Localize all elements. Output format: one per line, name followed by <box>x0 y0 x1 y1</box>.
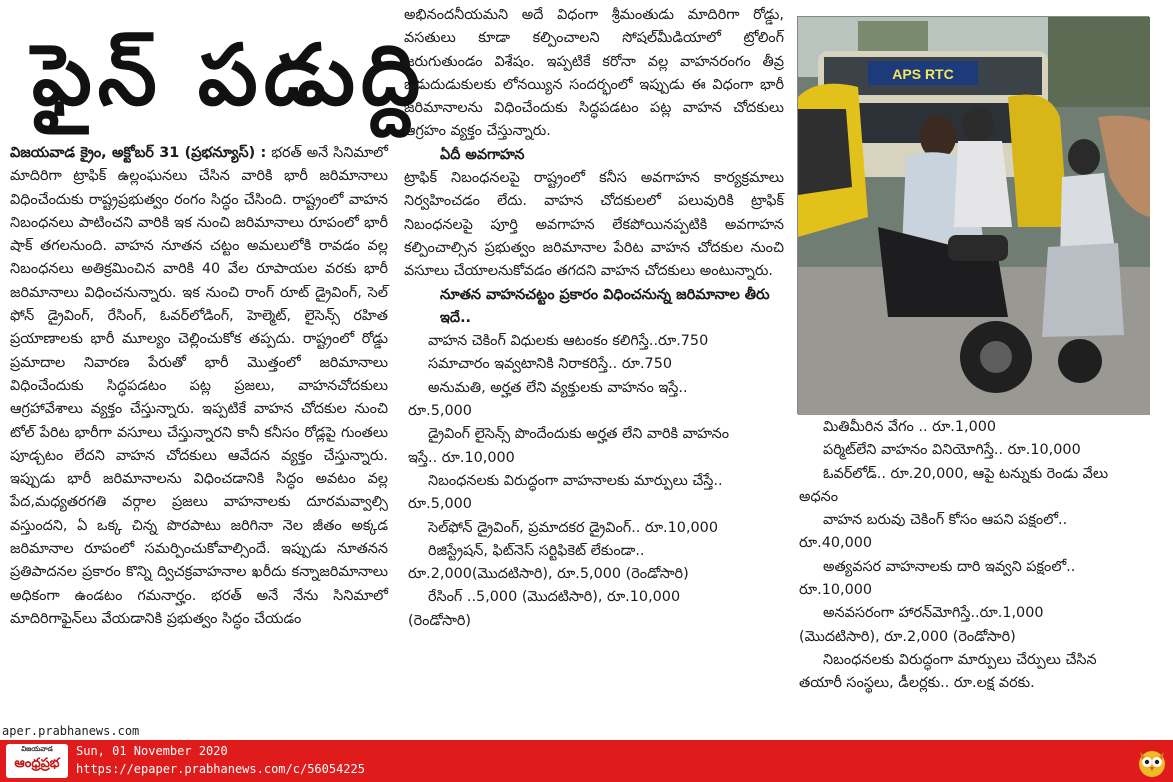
article-column-2 <box>400 0 786 740</box>
fine-line: రూ.40,000 <box>799 535 873 552</box>
subhead-fines: నూతన వాహనచట్టం ప్రకారం విధించనున్న జరిమానాల తీరు ఇదే.. <box>440 286 770 326</box>
fines-list-col3 <box>795 416 1165 696</box>
bus-sign: APS RTC <box>892 66 954 82</box>
article-column-1 <box>6 0 427 740</box>
fine-line: నిబంధనలకు విరుద్ధంగా వాహనాలకు మార్పులు చేస్తే.. <box>428 472 723 489</box>
fine-line: అనుమతి, అర్హత లేని వ్యక్తులకు వాహనం ఇస్తే.. <box>428 379 688 396</box>
fine-line: సెల్‌ఫోన్ డ్రైవింగ్, ప్రమాదకర డ్రైవింగ్.. రూ.10,000 <box>428 519 718 536</box>
fine-line: అనవసరంగా హారన్‌మోగిస్తే..రూ.1,000 <box>823 605 1044 622</box>
fine-line: రూ.5,000 <box>408 403 472 420</box>
logo-city: విజయవాడ <box>21 745 53 753</box>
fine-line: సమాచారం ఇవ్వటానికి నిరాకరిస్తే.. రూ.750 <box>428 356 673 373</box>
fine-line: పర్మిట్‌లేని వాహనం వినియోగిస్తే.. రూ.10,000 <box>823 442 1081 459</box>
publish-date: Sun, 01 November 2020 <box>76 744 228 758</box>
epaper-link[interactable]: https://epaper.prabhanews.com/c/56054225 <box>76 762 365 776</box>
fine-line: నిబంధనలకు విరుద్ధంగా మార్పులు చేర్పులు చేసిన <box>823 651 1097 668</box>
article-body-col1 <box>10 142 388 631</box>
subhead-awareness: ఏదీ అవగాహన <box>440 146 525 163</box>
fine-line: రేసింగ్ ..5,000 (మొదటిసారి), రూ.10,000 <box>428 589 681 606</box>
fine-line: ఓవర్‌లోడ్.. రూ.20,000, ఆపై టన్నుకు రెండు వేలు <box>823 465 1109 482</box>
owl-icon <box>1136 744 1168 778</box>
footer-bar <box>0 724 1173 782</box>
paragraph-social-media: అభినందనీయమని అదే విధంగా శ్రీమంతుడు మాదిరిగా రోడ్డు, వసతులు కూడా కల్పించాలని సోషల్‌మీడియాలో ట్రోలింగ్ జరుగుతుండం విశేషం. ఇప్పటికే కరోనా వల్ల వాహనరంగం తీవ్ర ఒడుదుడుకులకు లోనయ్యిన సందర్భంలో ఇప్పుడు ఈ విధంగా భారీ జరిమానాలను విధించేందుకు సిద్ధపడటం పట్ల వాహన చోదకులు ఆగ్రహం వ్యక్తం చేస్తున్నారు. <box>404 7 784 140</box>
fine-line: రిజిస్ట్రేషన్, ఫిట్‌నెస్ సర్టిఫికెట్ లేకుండా.. <box>428 542 645 559</box>
fine-line: అత్యవసర వాహనాలకు దారి ఇవ్వని పక్షంలో.. <box>823 558 1076 575</box>
logo-title: ఆంధ్రప్రభ <box>14 756 60 771</box>
fine-line: వాహన చెకింగ్ విధులకు ఆటంకం కలిగిస్తే..రూ.750 <box>428 333 709 350</box>
newspaper-logo <box>6 744 68 778</box>
site-strip: aper.prabhanews.com <box>0 722 160 740</box>
column-2-content <box>404 4 784 633</box>
fine-line: (రెండోసారి) <box>408 612 472 629</box>
body-text: భరత్ అనే సినిమాలో మాదిరిగా ట్రాఫిక్ ఉల్లంఘనలు చేసిన వారికి భారీ జరిమానాలు విధించేందుకు రాష్ట్రప్రభుత్వం రంగం సిద్ధం చేసింది. రాష్ట్రంలో వాహన నిబంధనలు పాటించని వారికి ఇక నుంచి జరిమానాలు రూపంలో భారీ షాక్ తగలనుంది. వాహన నూతన చట్టం అమలులోకి రావడం వల్ల నిబంధనలు అతిక్రమించిన వారికి 40 వేల రూపాయల వరకు భారీ జరిమానాలు విధించనున్నారు. ఇక నుంచి రాంగ్ రూట్ డ్రైవింగ్, సెల్ ఫోన్ డ్రైవింగ్, రేసింగ్, ఓవర్‌లోడింగ్, హెల్మెట్, లైసెన్స్ రహిత ప్రయాణాలకు భారీ మూల్యం చెల్లించుకోక తప్పదు. రాష్ట్రంలో రోడ్డు ప్రమాదాల నివారణ పేరుతో భారీ మొత్తంలో జరిమానాలు విధించేందుకు సిద్ధపడటం పట్ల ప్రజలు, వాహనచోదకులు ఆగ్రహావేశాలు వ్యక్తం చేస్తున్నారు. ఇప్పటికే వాహన చోదకుల నుంచి టోల్ పేరిట భారీగా వసూలు చేస్తున్నారని కానీ కనీసం రోడ్లపై గుంతలు పూడ్చటం లేదని వాహన చోదకులు ఆవేదన వ్యక్తం చేస్తున్నారు. ఇప్పుడు భారీ జరిమానాలను విధించడానికి సిద్ధం అవటం వల్ల పేద,మధ్యతరగతి వర్గాల ప్రజలు వాహనాలకు దూరమవ్వాల్సి వస్తుందని, ఏ ఒక్క చిన్న పొరపాటు జరిగినా నెల జీతం అక్కడ జరిమానాల రూపంలో సమర్పించుకోవాల్సిందే. ఇప్పుడు నూతనన ప్రతిపాదనల ప్రకారం కొన్ని ద్విచక్రవాహనాల ఖరీదు కన్నాజరిమానాలు అధికంగా ఉండటం గమనార్హం. భరత్ అనే నేను సినిమాలో మాదిరిగాఫైన్‌లు వేయడానికి ప్రభుత్వం సిద్ధం చేయడం <box>10 145 388 627</box>
fine-line: ఇస్తే.. రూ.10,000 <box>408 449 515 466</box>
paragraph-awareness: ట్రాఫిక్ నిబంధనలపై రాష్ట్రంలో కనీస అవగాహన కార్యక్రమాలు నిర్వహించడం లేదు. వాహన చోదకులలో పలువురికి ట్రాఫిక్ నిబంధనలపై పూర్తి అవగాహన లేకపోయినప్పటికి అవగాహన కల్పించాల్సిన ప్రభుత్వం జరిమానాల పేరిట వాహన చోదకుల నుంచి వసూలు చేయాలనుకోవడం తగదని వాహన చోదకులు అంటున్నారు. <box>404 170 784 280</box>
dateline: విజయవాడ క్రైం, అక్టోబర్ 31 (ప్రభన్యూస్) : <box>10 145 267 161</box>
article-column-3 <box>795 0 1165 740</box>
fine-line: వాహన బరువు చెకింగ్ కోసం ఆపని పక్షంలో.. <box>823 512 1068 529</box>
fine-line: తయారీ సంస్థలు, డీలర్లకు.. రూ.లక్ష వరకు. <box>799 675 1035 692</box>
fine-line: రూ.5,000 <box>408 496 472 513</box>
fine-line: (మొదటిసారి), రూ.2,000 (రెండోసారి) <box>799 628 1016 645</box>
fine-line: రూ.2,000(మొదటిసారి), రూ.5,000 (రెండోసారి) <box>408 566 689 583</box>
headline: ఫైన్ పడుద్ది <box>32 26 427 124</box>
fine-line: అధనం <box>799 488 839 505</box>
fines-list-col2 <box>404 330 784 633</box>
fine-line: మితిమీరిన వేగం .. రూ.1,000 <box>823 419 997 435</box>
fine-line: రూ.10,000 <box>799 582 873 599</box>
fine-line: డ్రైవింగ్ లైసెన్స్ పొందేందుకు అర్హత లేని వారికి వాహనం <box>428 426 730 443</box>
